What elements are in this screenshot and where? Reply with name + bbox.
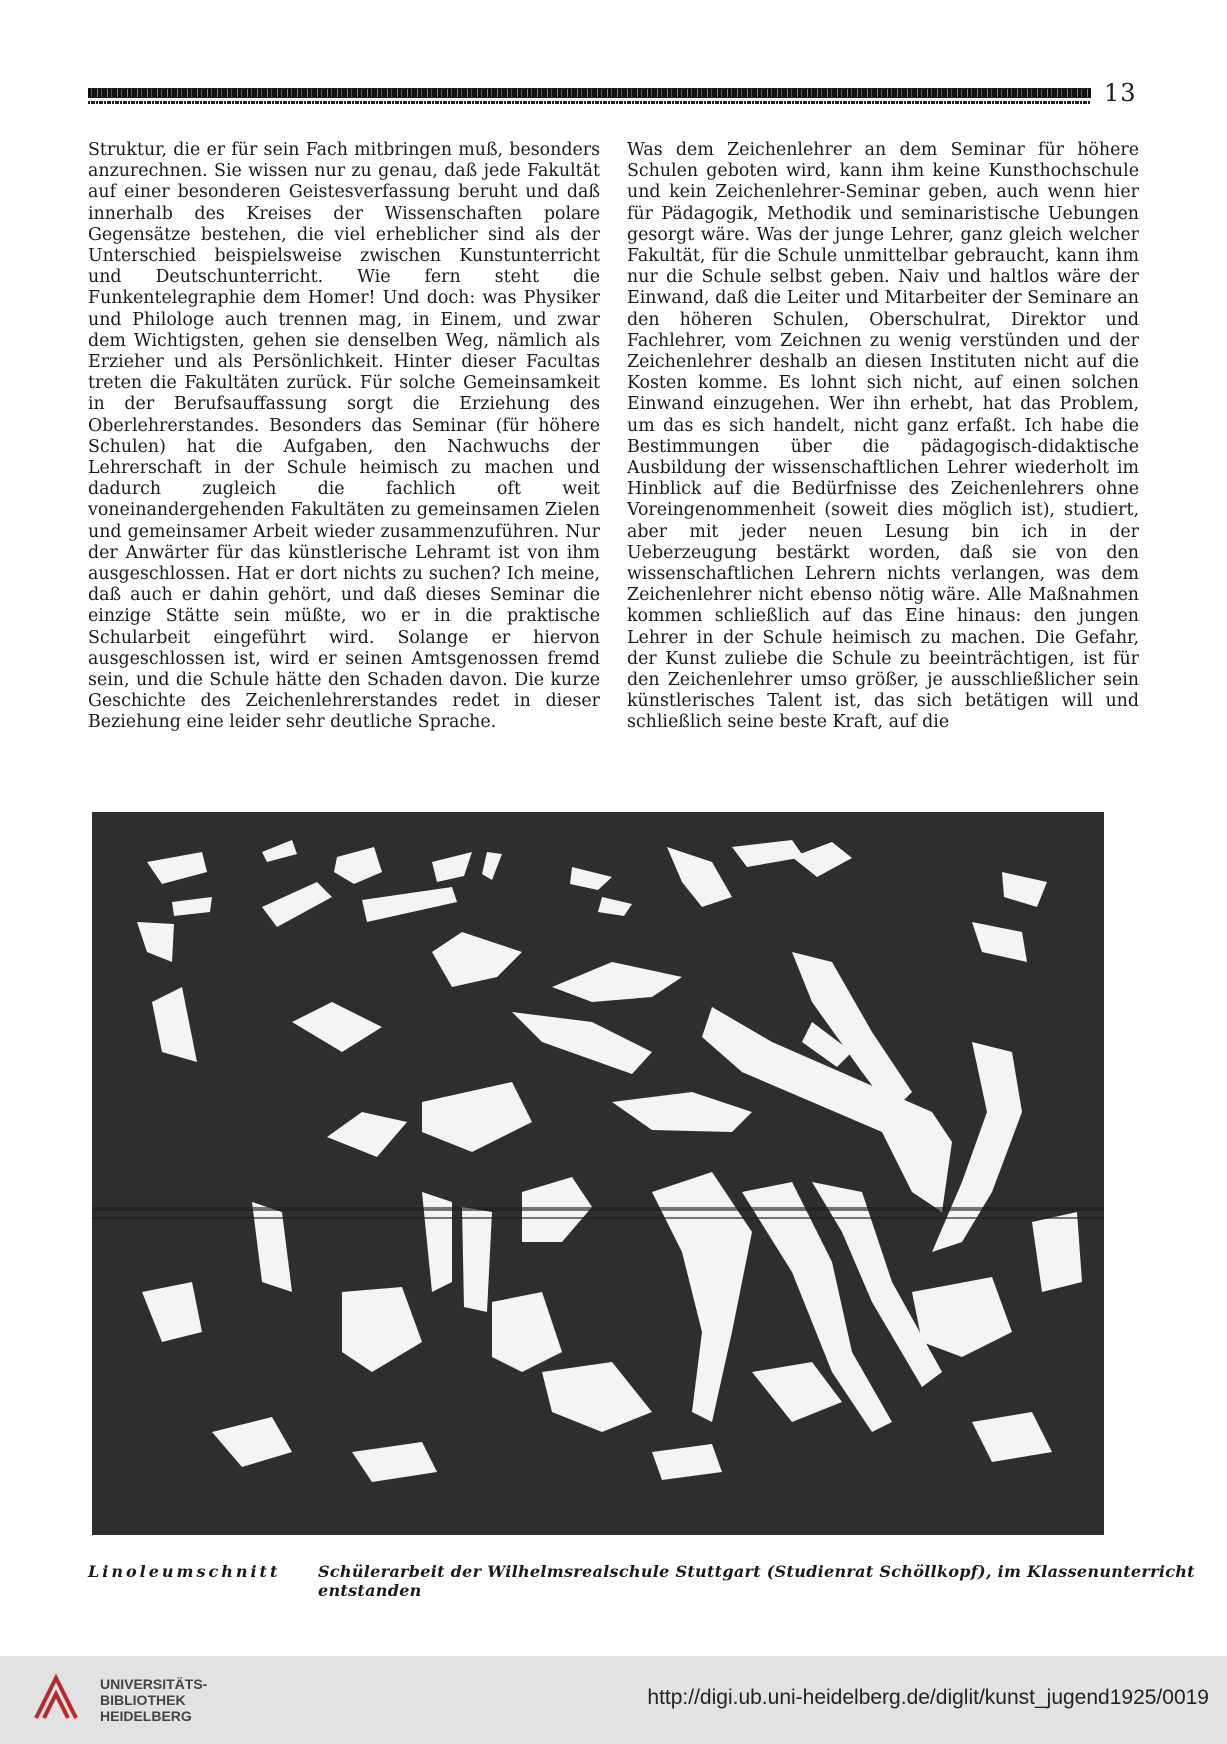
left-paragraph: Struktur, die er für sein Fach mitbringen muß, besonders anzurechnen. Sie wissen nur zu genau, daß jede Fakultät auf einer besonderen Geistesverfassung beruht und daß innerhalb des Kreises der Wissenschaften polare Gegensätze bestehen, die viel erheblicher sind als der Unterschied beispielsweise zwischen Kunstunterricht und Deutschunterricht. Wie fern steht die Funkentelegraphie dem Homer! Und doch: was Physiker und Philologe auch trennen mag, in Einem, und zwar dem Wichtigsten, gehen sie denselben Weg, nämlich als Erzieher und als Persönlichkeit. Hinter dieser Facultas treten die Fakultäten zurück. Für solche Gemeinsamkeit in der Berufsauffassung sorgt die Erziehung des Oberlehrerstandes. Besonders das Seminar (für höhere Schulen) hat die Aufgaben, den Nachwuchs der Lehrerschaft in der Schule heimisch zu machen und dadurch zugleich die fachlich oft weit voneinandergehenden Fakultäten zu gemeinsamen Zielen und gemeinsamer Arbeit wieder zusammenzuführen. Nur der Anwärter für das künstlerische Lehramt ist von ihm ausgeschlossen. Hat er dort nichts zu suchen? Ich meine, daß auch er dahin gehört, und daß dieses Seminar die einzige Stätte sein müßte, wo er in die praktische Schularbeit eingeführt wird. Solange er hiervon ausgeschlossen ist, wird er seinen Amtsgenossen fremd sein, und die Schule hätte den Schaden davon. Die kurze Geschichte des Zeichenlehrerstandes redet in dieser Beziehung eine leider sehr deutliche Sprache. (88, 140, 600, 733)
linocut-artwork (92, 812, 1104, 1535)
right-paragraph: Was dem Zeichenlehrer an dem Seminar für höhere Schulen geboten wird, kann ihm keine Kunsthochschule und kein Zeichenlehrer-Seminar geben, auch wenn hier für Pädagogik, Methodik und seminaristische Uebungen gesorgt wäre. Was der junge Lehrer, ganz gleich welcher Fakultät, für die Schule unmittelbar gebraucht, kann ihm nur die Schule selbst geben. Naiv und haltlos wäre der Einwand, daß die Leiter und Mitarbeiter der Seminare an den höheren Schulen, Oberschulrat, Direktor und Fachlehrer, vom Zeichnen zu wenig verstünden und der Zeichenlehrer deshalb an diesen Instituten nicht auf die Kosten komme. Es lohnt sich nicht, auf einen solchen Einwand einzugehen. Wer ihn erhebt, hat das Problem, um das es sich handelt, nicht ganz erfaßt. Ich habe die Bestimmungen über die pädagogisch-didaktische Ausbildung der wissenschaftlichen Lehrer wiederholt im Hinblick auf die Bedürfnisse des Zeichenlehrers ohne Voreingenommenheit (soweit dies möglich ist), studiert, aber mit jeder neuen Lesung bin ich in der Ueberzeugung bestärkt worden, daß sie von den wissenschaftlichen Lehrern nichts verlangen, was dem Zeichenlehrer nicht ebenso nötig wäre. Alle Maßnahmen kommen schließlich auf das Eine hinaus: den jungen Lehrer in der Schule heimisch zu machen. Die Gefahr, der Kunst zuliebe die Schule zu beeinträchtigen, ist für den Zeichenlehrer umso größer, je ausschließlicher sein künstlerisches Talent ist, das sich betätigen will und schließlich seine beste Kraft, auf die (627, 140, 1139, 733)
left-text-column (88, 140, 600, 795)
header-rule-secondary (88, 101, 1091, 104)
library-logo-text (100, 1676, 207, 1724)
figure-caption-technique: Linoleumschnitt (88, 1562, 281, 1581)
university-library-logo-icon (30, 1672, 82, 1724)
right-text-column (627, 140, 1139, 795)
logo-line: BIBLIOTHEK (100, 1692, 186, 1708)
permalink-url[interactable]: http://digi.ub.uni-heidelberg.de/diglit/kunst_jugend1925/0019 (647, 1686, 1209, 1709)
header-rule (88, 88, 1091, 98)
logo-line: UNIVERSITÄTS- (100, 1676, 208, 1692)
figure-caption-credit: Schülerarbeit der Wilhelmsrealschule Stuttgart (Studienrat Schöllkopf), im Klassenunterricht entstanden (318, 1562, 1195, 1600)
library-footer (0, 1656, 1227, 1744)
logo-line: HEIDELBERG (100, 1708, 192, 1724)
page-number: 13 (1104, 79, 1137, 107)
linocut-image (92, 812, 1104, 1535)
